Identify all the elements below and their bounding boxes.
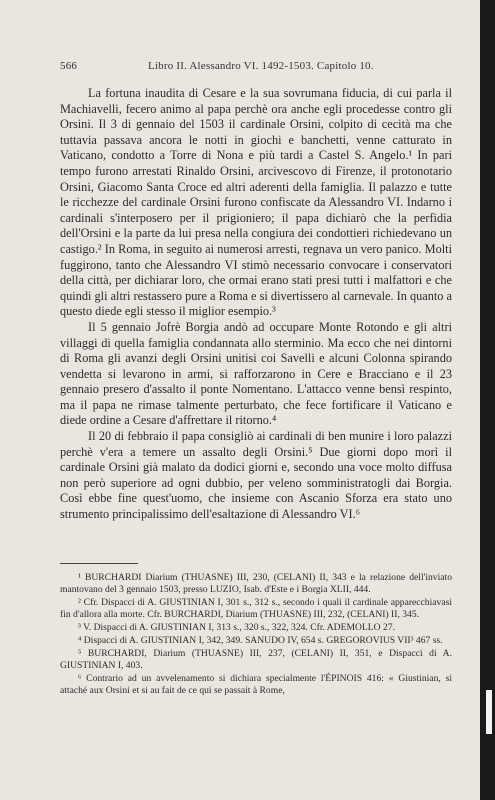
footnote: ¹ BURCHARDI Diarium (THUASNE) III, 230, (CELANI) II, 343 e la relazione dell'inviato mantovano del 3 gennaio 1503, presso LUZIO, Isab. d'Este e i Borgia XLII, 444. bbox=[60, 572, 452, 595]
footnotes bbox=[60, 572, 452, 698]
footnote: ³ V. Dispacci di A. GIUSTINIAN I, 313 s., 320 s., 322, 324. Cfr. ADEMOLLO 27. bbox=[78, 622, 395, 633]
running-head-title: Libro II. Alessandro VI. 1492-1503. Capitolo 10. bbox=[148, 60, 374, 72]
footnote: ² Cfr. Dispacci di A. GIUSTINIAN I, 301 s., 312 s., secondo i quali il cardinale apparecchiavasi fin d'allora alla morte. Cfr. BURCHARDI, Diarium (THUASNE) III, 232, (CELANI) II, 345. bbox=[60, 597, 452, 620]
footnote: ⁵ BURCHARDI, Diarium (THUASNE) III, 237, (CELANI) II, 351, e Dispacci di A. GIUSTINIAN I, 403. bbox=[60, 648, 452, 671]
scan-edge-mark bbox=[486, 690, 492, 734]
paragraph: Il 20 di febbraio il papa consigliò ai cardinali di ben munire i loro palazzi perchè v'era a temere un assalto degli Orsini.⁵ Due giorni dopo morì il cardinale Orsini già malato da dodici giorni e, secondo una voce molto diffusa non però superiore ad ogni dubbio, per veleno somministratogli dai Borgia. Così ebbe fine quest'uomo, che insieme con Ascanio Sforza era stato uno strumento principalissimo dell'esaltazione di Alessandro VI.⁶ bbox=[60, 429, 452, 522]
footnote-divider bbox=[60, 563, 138, 564]
paragraph: La fortuna inaudita di Cesare e la sua sovrumana fiducia, di cui parla il Machiavelli, fecero animo al papa perchè ora anche egli procedesse contro gli Orsini. Il 3 di gennaio del 1503 il cardinale Orsini, colpito di cecità ma che tuttavia passava ancora le notti in giochi e banchetti, venne catturato in Vaticano, condotto a Torre di Nona e più tardi a Castel S. Angelo.¹ In pari tempo furono arrestati Rinaldo Orsini, arcivescovo di Firenze, il protonotario Orsini, Giacomo Santa Croce ed altri aderenti della famiglia. Il palazzo e tutte le ricchezze del cardinale Orsini furono confiscate da Alessandro VI. Indarno i cardinali s'interposero per il prigioniero; il papa dichiarò che la perfidia dell'Orsini e la parte da lui presa nella congiura dei condottieri richiedevano un castigo.² In Roma, in seguito ai numerosi arresti, regnava un vero panico. Molti fuggirono, tanto che Alessandro VI stimò necessario convocare i conservatori della città, per dichiarar loro, che ormai erano stati presi tutti i malfattori e che quindi gli altri restassero pure a Roma e si divertissero al carnevale. In quanto a questo diede egli stesso il miglior esempio.³ bbox=[60, 86, 452, 319]
paragraph: Il 5 gennaio Jofrè Borgia andò ad occupare Monte Rotondo e gli altri villaggi di quella famiglia condannata allo sterminio. Ma ecco che nei dintorni di Roma gli avanzi degli Orsini unitisi coi Savelli e alcuni Colonna spirando vendetta si levarono in armi, si rafforzarono in Cere e Bracciano e il 23 gennaio presero d'assalto il ponte Nomentano. L'attacco venne bensì respinto, ma il papa ne rimase talmente perturbato, che fece fortificare il Vaticano e diede ordine a Cesare d'affrettare il ritorno.⁴ bbox=[60, 319, 452, 428]
footnote: ⁶ Contrario ad un avvelenamento si dichiara specialmente l'ÉPINOIS 416: « Giustinian, si attaché aux Orsini et si au fait de ce qui se passait à Rome, bbox=[60, 673, 452, 696]
page-number: 566 bbox=[60, 60, 78, 72]
footnote: ⁴ Dispacci di A. GIUSTINIAN I, 342, 349. SANUDO IV, 654 s. GREGOROVIUS VII³ 467 ss. bbox=[78, 635, 443, 646]
main-text bbox=[60, 86, 452, 523]
